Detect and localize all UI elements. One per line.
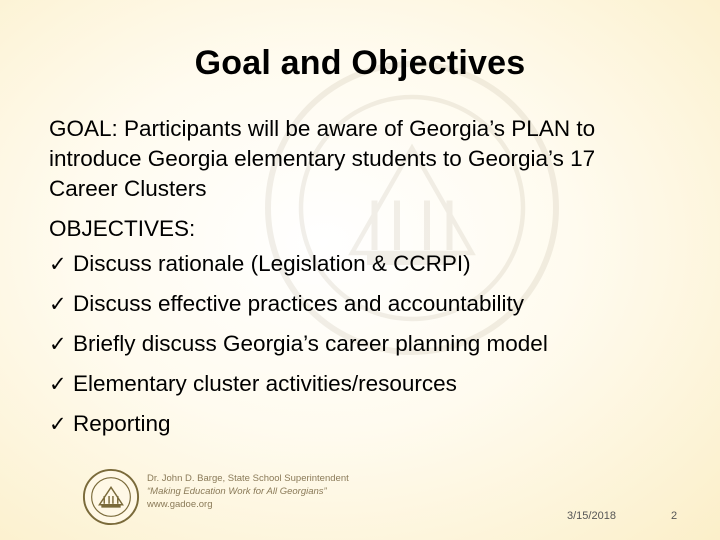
objective-text: Reporting xyxy=(73,411,171,436)
education-seal-icon xyxy=(82,468,140,526)
slide-title: Goal and Objectives xyxy=(194,44,526,82)
slide-number: 2 xyxy=(671,510,678,522)
goal-line: Career Clusters xyxy=(49,176,207,201)
objective-item xyxy=(49,284,709,324)
objective-item xyxy=(49,244,709,284)
slide-date: 3/15/2018 xyxy=(567,510,616,522)
objective-text: Briefly discuss Georgia’s career planning model xyxy=(73,331,548,356)
footer-text xyxy=(147,472,349,511)
slide-body xyxy=(49,114,709,444)
goal-line: introduce Georgia elementary students to Georgia’s 17 xyxy=(49,146,596,171)
goal-line: GOAL: Participants will be aware of Georgia’s PLAN to xyxy=(49,116,596,141)
checkmark-icon: ✓ xyxy=(49,333,67,356)
slide-footer xyxy=(0,464,720,540)
checkmark-icon: ✓ xyxy=(49,293,67,316)
slogan-line: “Making Education Work for All Georgians” xyxy=(147,486,327,497)
objective-item xyxy=(49,364,709,404)
checkmark-icon: ✓ xyxy=(49,413,67,436)
objective-text: Elementary cluster activities/resources xyxy=(73,371,457,396)
checkmark-icon: ✓ xyxy=(49,253,67,276)
objective-item xyxy=(49,404,709,444)
objective-text: Discuss rationale (Legislation & CCRPI) xyxy=(73,251,471,276)
website-link[interactable]: www.gadoe.org xyxy=(147,499,213,510)
superintendent-line: Dr. John D. Barge, State School Superintendent xyxy=(147,473,349,484)
objectives-heading: OBJECTIVES: xyxy=(49,216,196,241)
objective-item xyxy=(49,324,709,364)
objective-text: Discuss effective practices and accountability xyxy=(73,291,525,316)
checkmark-icon: ✓ xyxy=(49,373,67,396)
